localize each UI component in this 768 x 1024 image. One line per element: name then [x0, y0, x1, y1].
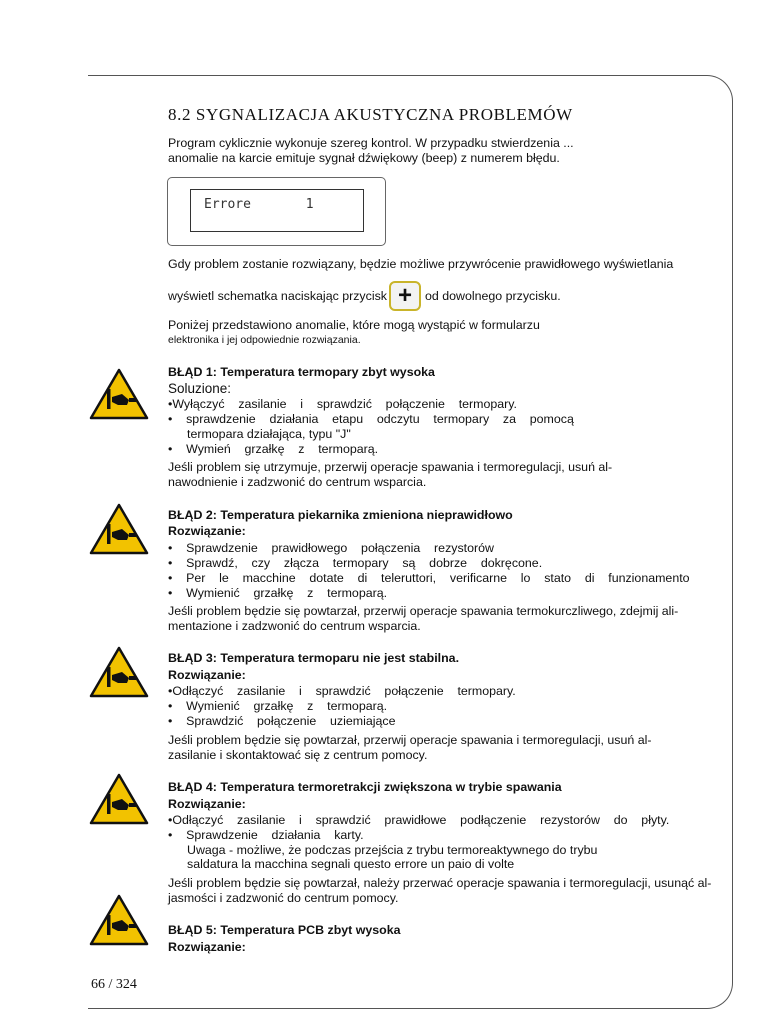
restore-text: Gdy problem zostanie rozwiązany, będzie możliwe przywrócenie prawidłowego wyświetlania	[168, 257, 674, 271]
page-separator: /	[105, 977, 116, 992]
error-1-line: nawodnienie i zadzwonić do centrum wsparcia.	[168, 475, 427, 489]
error-4-subtitle: Rozwiązanie:	[168, 797, 246, 811]
error-4-line: jasmości i zadzwonić do centrum pomocy.	[168, 891, 399, 905]
error-2-line: • Per le macchine dotate di teleruttori, verificarne lo stato di funzionamento	[168, 571, 690, 585]
error-2-line: • Wymienić grzałkę z termoparą.	[168, 586, 388, 600]
error-2-line: Jeśli problem będzie się powtarzał, przerwij operacje spawania termokurczliwego, zdejmij ali-	[168, 604, 679, 618]
error-1-line: termopara działająca, typu "J"	[187, 427, 351, 441]
error-3-title: BŁĄD 3: Temperatura termoparu nie jest stabilna.	[168, 651, 460, 665]
error-2-subtitle: Rozwiązanie:	[168, 524, 246, 538]
display-text: Errore 1	[204, 197, 314, 212]
page-number	[91, 977, 137, 993]
error-1-subtitle: Soluzione:	[168, 381, 232, 396]
warning-hand-crush-icon	[88, 502, 150, 556]
error-4-line: Jeśli problem będzie się powtarzał, należy przerwać operacje spawania i termoregulacji, usunąć al-	[168, 876, 712, 890]
error-1-line: Jeśli problem się utrzymuje, przerwij operacje spawania i termoregulacji, usuń al-	[168, 460, 613, 474]
error-3-subtitle: Rozwiązanie:	[168, 668, 246, 682]
error-2-line: mentazione i zadzwonić do centrum wsparcia.	[168, 619, 421, 633]
anomalies-text: Poniżej przedstawiono anomalie, które mogą wystąpić w formularzu	[168, 318, 540, 332]
warning-hand-crush-icon	[88, 367, 150, 421]
error-4-line: Uwaga - możliwe, że podczas przejścia z trybu termoreaktywnego do trybu	[187, 843, 598, 857]
error-1-line: • Wymień grzałkę z termoparą.	[168, 442, 379, 456]
intro-line-1: Program cyklicznie wykonuje szereg kontrol. W przypadku stwierdzenia ...	[168, 136, 574, 150]
error-4-line: • Sprawdzenie działania karty.	[168, 828, 364, 842]
warning-hand-crush-icon	[88, 893, 150, 947]
electronics-text: elektronika i jej odpowiednie rozwiązania.	[168, 334, 361, 346]
error-5-title: BŁĄD 5: Temperatura PCB zbyt wysoka	[168, 923, 401, 937]
plus-icon: +	[397, 282, 412, 309]
warning-hand-crush-icon	[88, 772, 150, 826]
error-3-line: •Odłączyć zasilanie i sprawdzić połączenie termopary.	[168, 684, 516, 698]
plus-button	[389, 281, 421, 311]
error-3-line: • Sprawdzić połączenie uziemiające	[168, 714, 396, 728]
error-3-line: Jeśli problem będzie się powtarzał, przerwij operacje spawania i termoregulacji, usuń al-	[168, 733, 652, 747]
error-4-title: BŁĄD 4: Temperatura termoretrakcji zwiększona w trybie spawania	[168, 780, 562, 794]
error-2-line: • Sprawdzenie prawidłowego połączenia rezystorów	[168, 541, 494, 555]
section-title: 8.2 SYGNALIZACJA AKUSTYCZNA PROBLEMÓW	[168, 105, 573, 124]
press-button-text: wyświetl schematka naciskając przycisk	[168, 289, 387, 303]
error-1-line: •Wyłączyć zasilanie i sprawdzić połączenie termopary.	[168, 397, 517, 411]
error-3-line: zasilanie i skontaktować się z centrum pomocy.	[168, 748, 428, 762]
error-1-line: • sprawdzenie działania etapu odczytu termopary za pomocą	[168, 412, 574, 426]
error-3-line: • Wymienić grzałkę z termoparą.	[168, 699, 388, 713]
error-4-line: •Odłączyć zasilanie i sprawdzić prawidłowe podłączenie rezystorów do płyty.	[168, 813, 670, 827]
error-4-line: saldatura la macchina segnali questo errore un paio di volte	[187, 857, 515, 871]
any-button-text: od dowolnego przycisku.	[425, 289, 561, 303]
warning-hand-crush-icon	[88, 645, 150, 699]
page-total: 324	[115, 977, 137, 992]
error-1-title: BŁĄD 1: Temperatura termopary zbyt wysoka	[168, 365, 435, 379]
error-5-subtitle: Rozwiązanie:	[168, 940, 246, 954]
page-current: 66	[91, 977, 105, 992]
intro-line-2: anomalie na karcie emituje sygnał dźwiękowy (beep) z numerem błędu.	[168, 151, 560, 165]
error-2-title: BŁĄD 2: Temperatura piekarnika zmieniona nieprawidłowo	[168, 508, 513, 522]
error-2-line: • Sprawdź, czy złącza termopary są dobrze dokręcone.	[168, 556, 543, 570]
